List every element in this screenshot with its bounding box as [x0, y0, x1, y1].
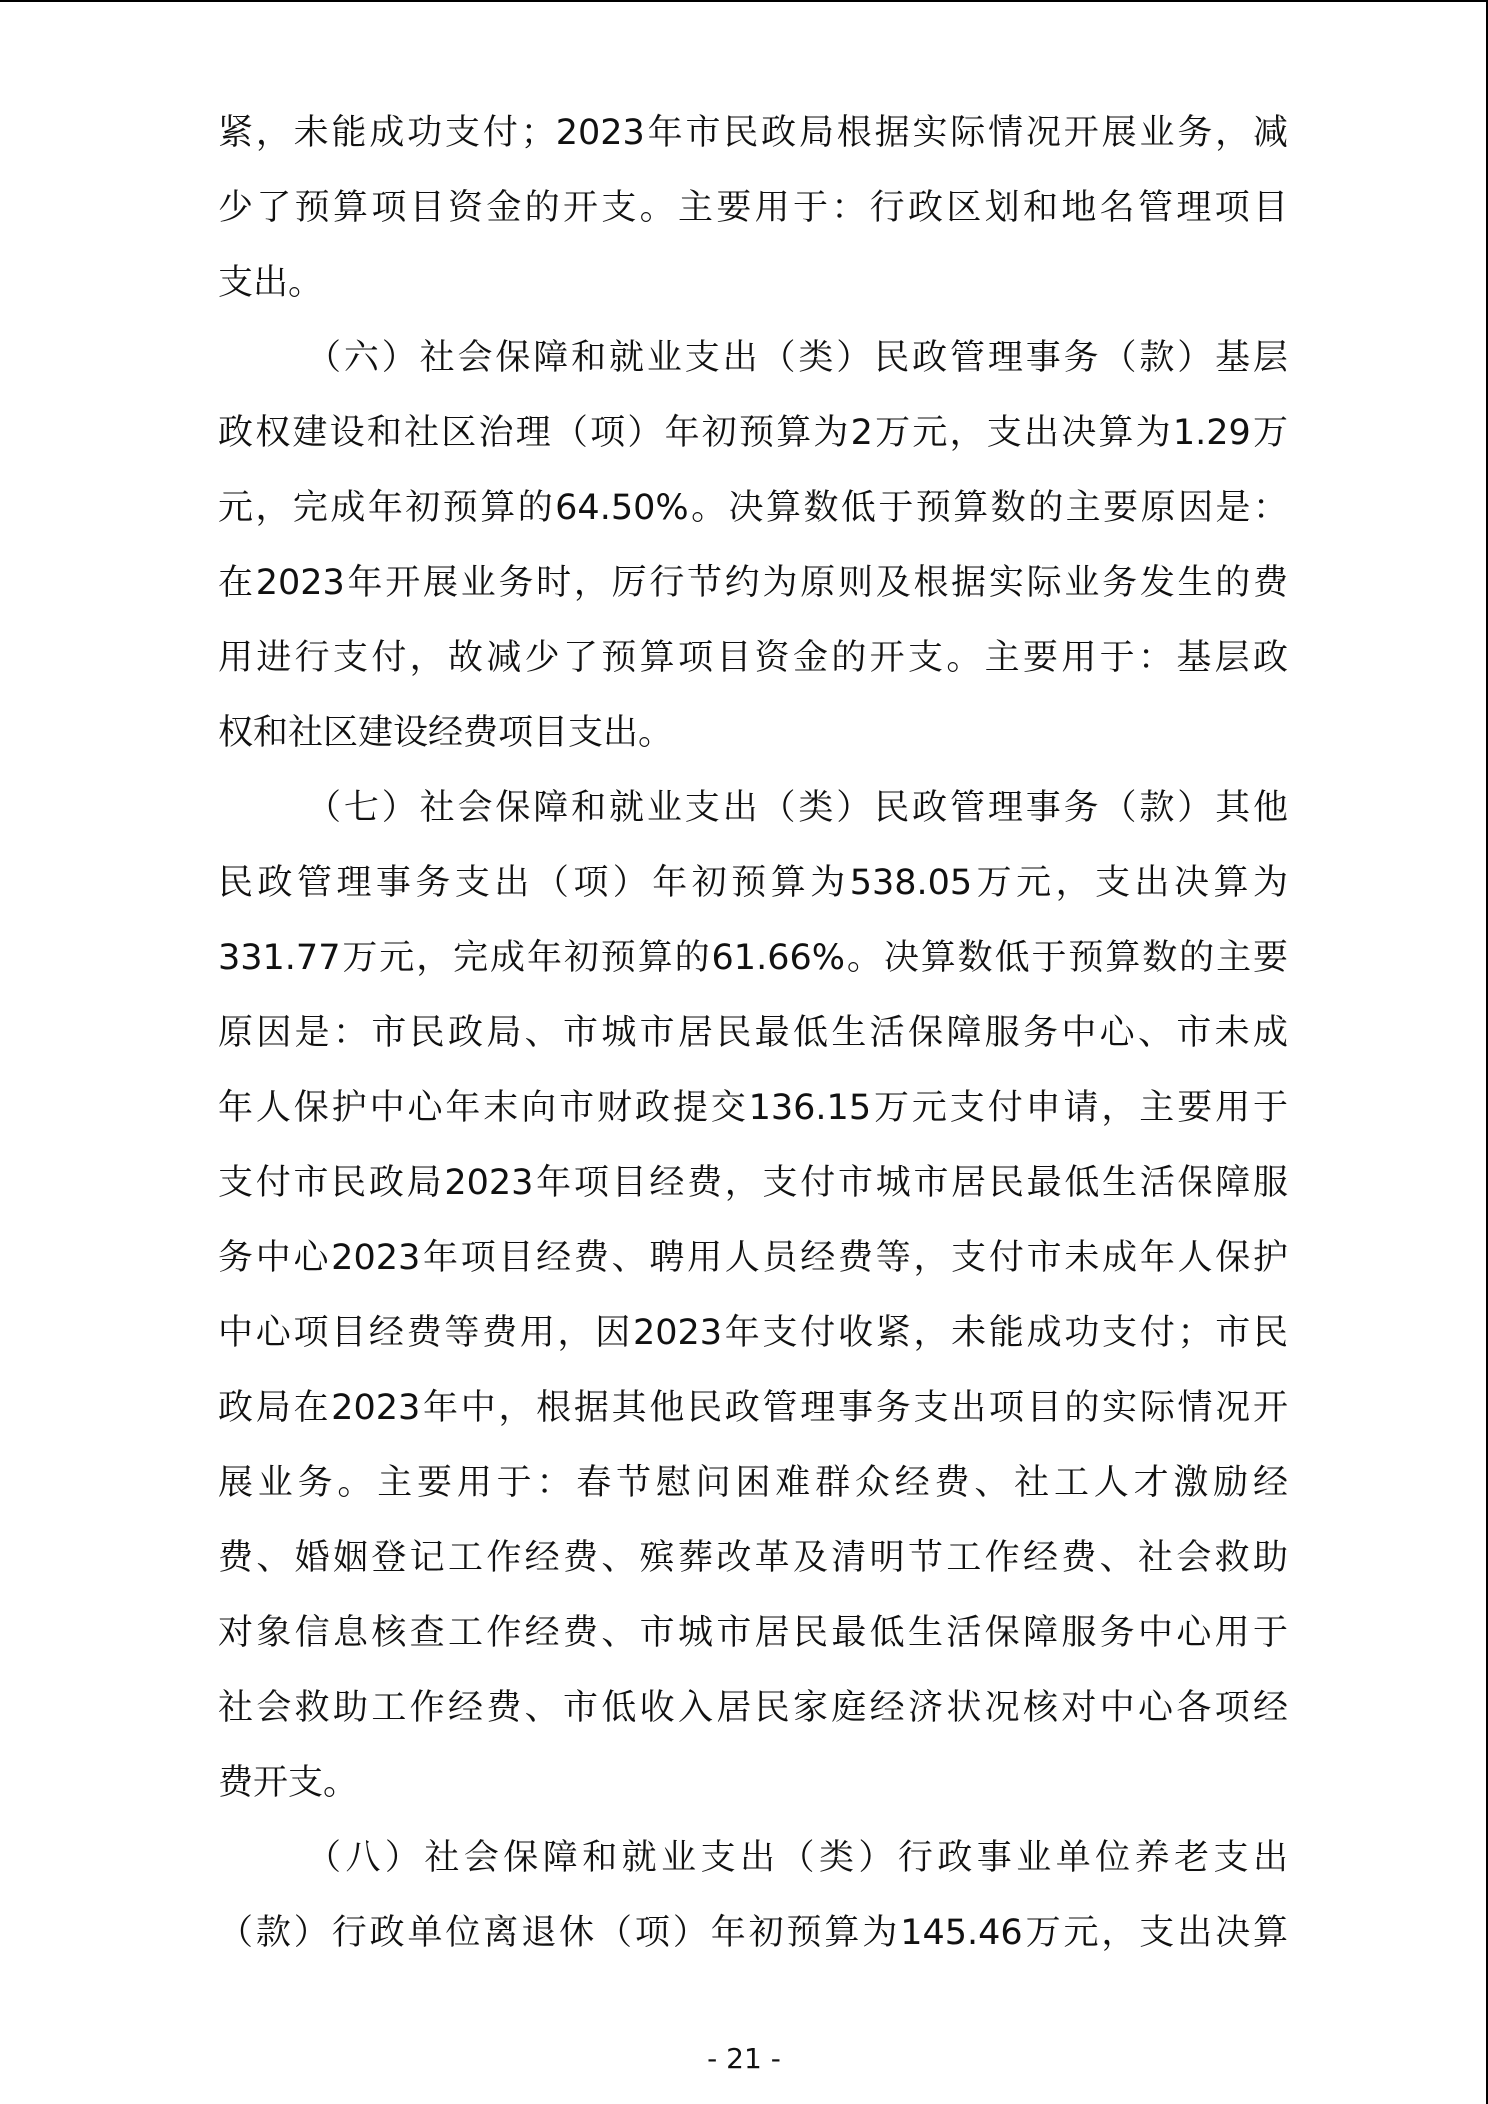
page-border-top — [0, 0, 1488, 2]
text-line: 政权建设和社区治理（项）年初预算为2万元，支出决算为1.29万 — [218, 413, 1288, 453]
paragraph-section-6 — [218, 321, 1288, 771]
document-body — [218, 96, 1288, 1971]
text-line: 在2023年开展业务时，厉行节约为原则及根据实际业务发生的费 — [218, 563, 1288, 603]
text-line: 331.77万元，完成年初预算的61.66%。决算数低于预算数的主要 — [218, 938, 1288, 978]
text-line: 权和社区建设经费项目支出。 — [218, 713, 674, 753]
text-line: 展业务。主要用于：春节慰问困难群众经费、社工人才激励经 — [218, 1463, 1288, 1503]
text-line: 紧，未能成功支付；2023年市民政局根据实际情况开展业务，减 — [218, 113, 1288, 153]
text-line: 少了预算项目资金的开支。主要用于：行政区划和地名管理项目 — [218, 188, 1288, 228]
text-line: 年人保护中心年末向市财政提交136.15万元支付申请，主要用于 — [218, 1088, 1288, 1128]
text-line: 务中心2023年项目经费、聘用人员经费等，支付市未成年人保护 — [218, 1238, 1288, 1278]
paragraph-section-7 — [218, 771, 1288, 1821]
text-line: 用进行支付，故减少了预算项目资金的开支。主要用于：基层政 — [218, 638, 1288, 678]
text-line: 支付市民政局2023年项目经费，支付市城市居民最低生活保障服 — [218, 1163, 1288, 1203]
text-line: （六）社会保障和就业支出（类）民政管理事务（款）基层 — [306, 338, 1288, 378]
text-line: 元，完成年初预算的64.50%。决算数低于预算数的主要原因是： — [218, 488, 1288, 528]
text-line: 对象信息核查工作经费、市城市居民最低生活保障服务中心用于 — [218, 1613, 1288, 1653]
paragraph-continuation — [218, 96, 1288, 321]
page-number: - 21 - — [707, 2042, 781, 2075]
text-line: （七）社会保障和就业支出（类）民政管理事务（款）其他 — [306, 788, 1288, 828]
text-line: 社会救助工作经费、市低收入居民家庭经济状况核对中心各项经 — [218, 1688, 1288, 1728]
text-line: 费开支。 — [218, 1763, 359, 1803]
text-line: （八）社会保障和就业支出（类）行政事业单位养老支出 — [306, 1838, 1288, 1878]
text-line: 费、婚姻登记工作经费、殡葬改革及清明节工作经费、社会救助 — [218, 1538, 1288, 1578]
text-line: （款）行政单位离退休（项）年初预算为145.46万元，支出决算 — [218, 1913, 1288, 1953]
text-line: 民政管理事务支出（项）年初预算为538.05万元，支出决算为 — [218, 863, 1288, 903]
text-line: 政局在2023年中，根据其他民政管理事务支出项目的实际情况开 — [218, 1388, 1288, 1428]
text-line: 支出。 — [218, 263, 324, 303]
text-line: 原因是：市民政局、市城市居民最低生活保障服务中心、市未成 — [218, 1013, 1288, 1053]
text-line: 中心项目经费等费用，因2023年支付收紧，未能成功支付；市民 — [218, 1313, 1288, 1353]
paragraph-section-8 — [218, 1821, 1288, 1971]
